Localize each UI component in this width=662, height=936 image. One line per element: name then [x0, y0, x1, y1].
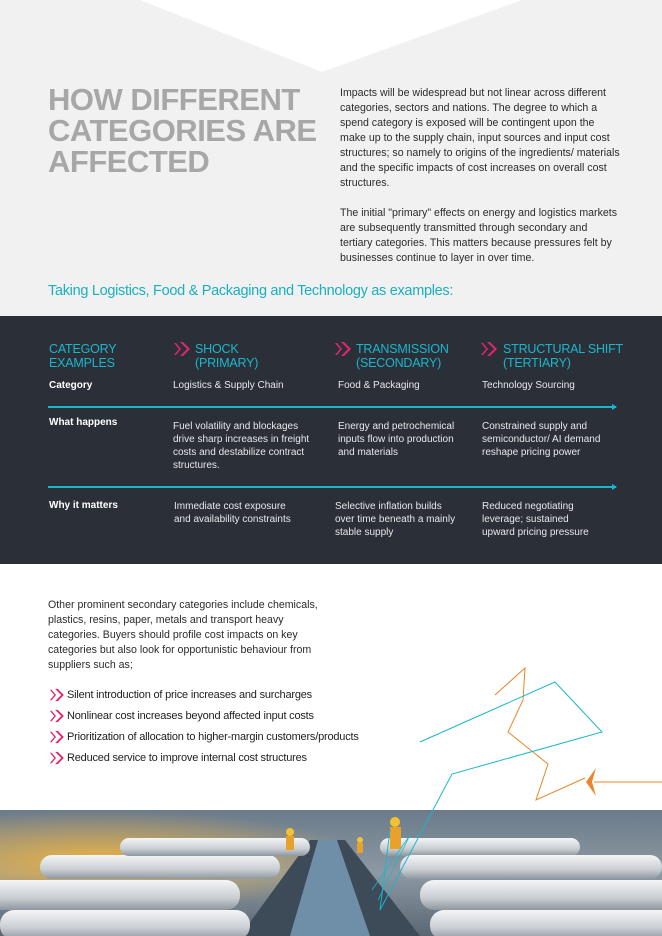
category-cell: Technology Sourcing — [482, 380, 575, 391]
warehouse-rolls-image — [0, 810, 662, 936]
why-it-matters-cell: Selective inflation builds over time beneath a mainly stable supply — [335, 501, 456, 538]
category-cell: Food & Packaging — [338, 380, 420, 391]
list-item-label: Reduced service to improve internal cost structures — [67, 751, 307, 764]
what-happens-cell: Fuel volatility and blockages drive sharp increases in freight costs and destabilize contract structures. — [173, 421, 310, 471]
list-item — [48, 705, 359, 726]
chevron-right-icon — [479, 341, 497, 357]
intro-paragraph-2: The initial "primary" effects on energy and logistics markets are subsequently transmitted through secondary and tertiary categories. This matters because pressures felt by businesses continue to layer in over time. — [340, 207, 617, 264]
chevron-right-icon — [333, 341, 351, 357]
list-item-label: Prioritization of allocation to higher-margin customers/products — [67, 730, 359, 743]
list-item-label: Nonlinear cost increases beyond affected input costs — [67, 709, 314, 722]
list-item — [48, 747, 359, 768]
header-transmission: TRANSMISSION (SECONDARY) — [356, 342, 449, 370]
row-label-what-happens: What happens — [49, 417, 118, 428]
why-it-matters-cell: Reduced negotiating leverage; sustained upward pricing pressure — [482, 501, 589, 538]
secondary-categories-text: Other prominent secondary categories include chemicals, plastics, resins, paper, metals and transport heavy categories. Buyers should profile cost impacts on key categories but also look for opportunistic behaviour from suppliers such as; — [48, 599, 318, 671]
warehouse-photo — [0, 810, 662, 936]
row-label-why-it-matters: Why it matters — [49, 500, 118, 511]
why-it-matters-cell: Immediate cost exposure and availability constraints — [174, 501, 291, 525]
chevron-right-icon — [48, 688, 64, 702]
chevron-right-icon — [48, 751, 64, 765]
header-shock: SHOCK (PRIMARY) — [195, 342, 259, 370]
what-happens-cell: Constrained supply and semiconductor/ AI demand reshape pricing power — [482, 421, 601, 458]
list-item-label: Silent introduction of price increases and surcharges — [67, 688, 312, 701]
page-title: HOW DIFFERENT CATEGORIES ARE AFFECTED — [48, 82, 317, 179]
list-item — [48, 726, 359, 747]
row-divider — [48, 406, 616, 408]
row-label-category: Category — [49, 380, 93, 391]
intro-paragraph-1: Impacts will be widespread but not linear across different categories, sectors and nations. The degree to which a spend category is exposed will be contingent upon the make up to the supply chain, input sources and input cost structures; so namely to origins of the ingredients/ materials and the specific impacts of cost increases on overall cost structures. — [340, 87, 620, 189]
chevron-right-icon — [172, 341, 190, 357]
top-section — [0, 0, 662, 316]
what-happens-cell: Energy and petrochemical inputs flow into production and materials — [338, 421, 455, 458]
list-item — [48, 684, 359, 705]
examples-heading: Taking Logistics, Food & Packaging and Technology as examples: — [48, 283, 454, 299]
chevron-right-icon — [48, 730, 64, 744]
header-structural-shift: STRUCTURAL SHIFT (TERTIARY) — [503, 342, 623, 370]
chevron-notch-decoration — [0, 0, 662, 72]
intro-text — [340, 86, 620, 266]
row-divider — [48, 486, 616, 488]
category-table — [0, 316, 662, 564]
header-category-examples: CATEGORY EXAMPLES — [49, 342, 117, 370]
category-cell: Logistics & Supply Chain — [173, 380, 284, 391]
behaviour-bullet-list — [48, 684, 359, 768]
chevron-right-icon — [48, 709, 64, 723]
